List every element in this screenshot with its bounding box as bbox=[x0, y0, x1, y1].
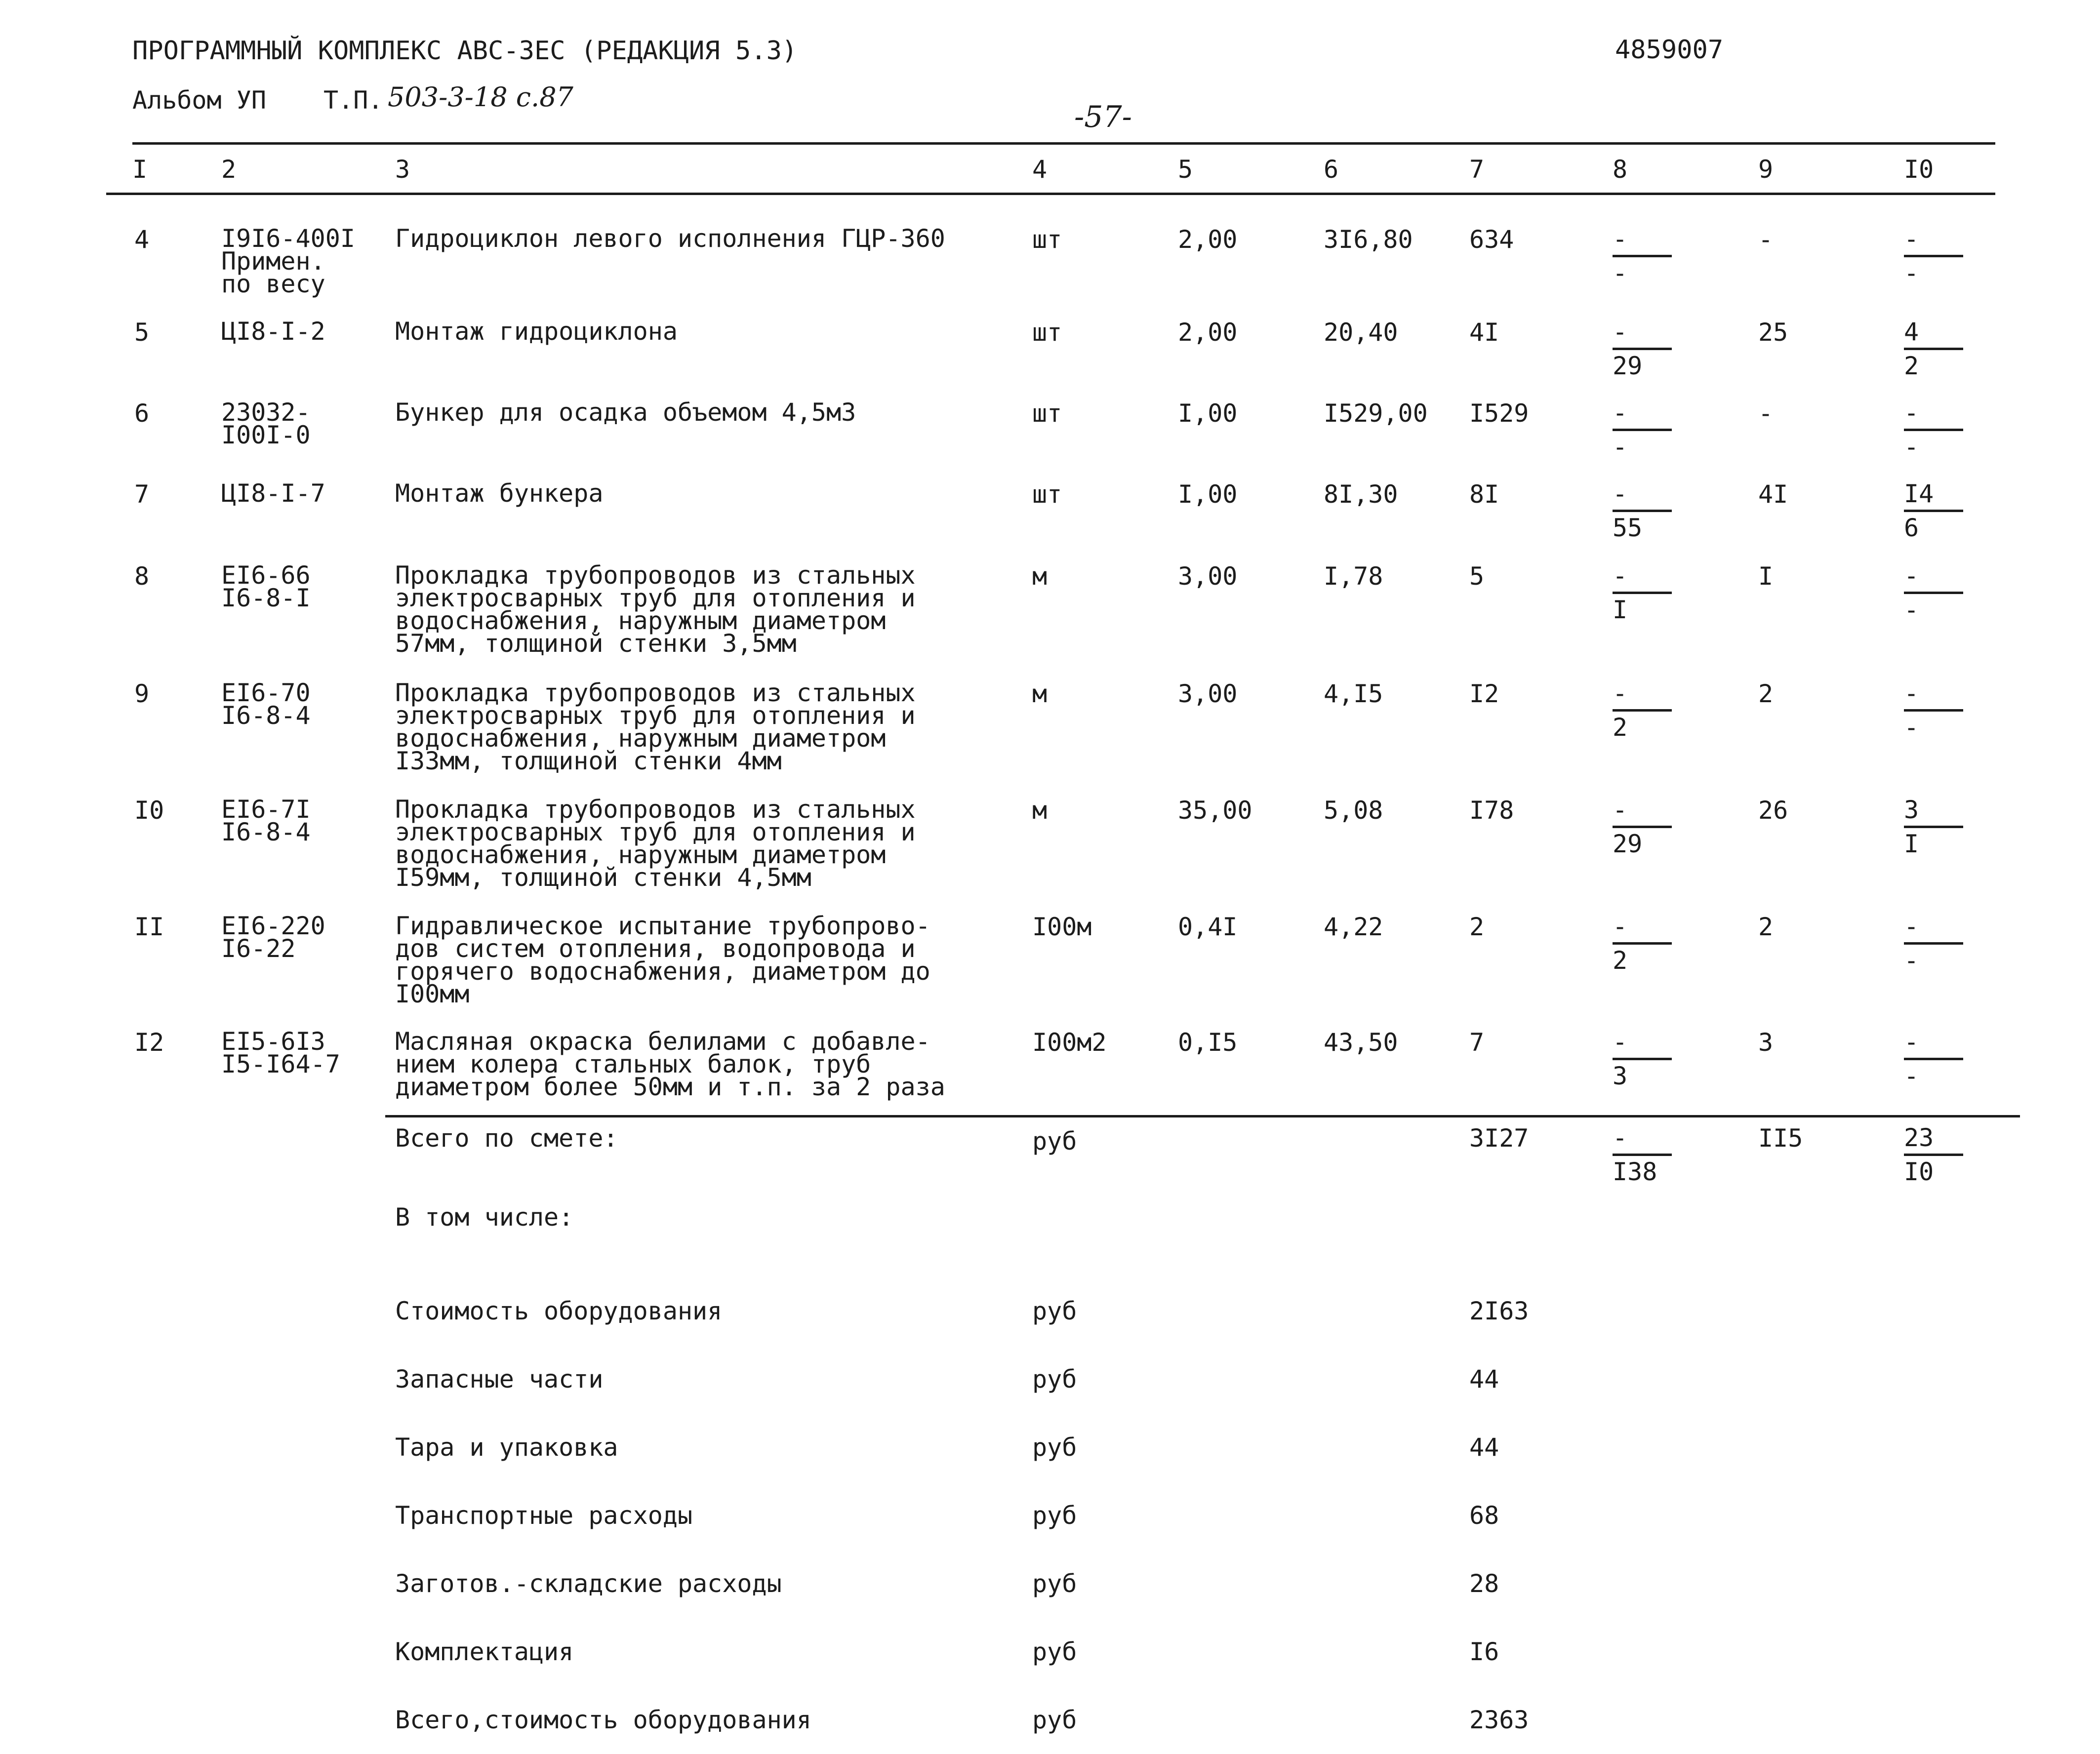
row-price: I529,00 bbox=[1324, 399, 1428, 428]
row-number: 9 bbox=[134, 679, 150, 708]
row-price: 4,22 bbox=[1324, 913, 1383, 941]
list-item-unit: руб bbox=[1032, 1365, 1077, 1394]
row-unit: шт bbox=[1032, 480, 1062, 509]
row-total: 7 bbox=[1469, 1028, 1485, 1057]
row-number: 8 bbox=[134, 562, 150, 591]
list-item-unit: руб bbox=[1032, 1637, 1077, 1666]
row-price: 43,50 bbox=[1324, 1028, 1398, 1057]
totals-col9: II5 bbox=[1758, 1124, 1803, 1153]
row-description: Масляная окраска белилами с добавле- нием колера стальных балок, труб диаметром более 50мм и т.п. за 2 раза bbox=[395, 1027, 945, 1101]
col-header-6: 6 bbox=[1324, 155, 1339, 184]
row-qty: 3,00 bbox=[1178, 562, 1238, 591]
row-col9: - bbox=[1758, 225, 1774, 254]
row-description: Гидроциклон левого исполнения ГЦР-360 bbox=[395, 224, 945, 253]
album-label: Альбом УП bbox=[132, 86, 266, 115]
row-number: I0 bbox=[134, 796, 164, 825]
row-unit: шт bbox=[1032, 399, 1062, 428]
row-total: 634 bbox=[1469, 225, 1514, 254]
list-item: Транспортные расходы bbox=[395, 1501, 693, 1530]
row-code: I9I6-400I Примен. по весу bbox=[221, 224, 355, 298]
including-label: В том числе: bbox=[395, 1203, 574, 1232]
row-price: I,78 bbox=[1324, 562, 1383, 591]
row-col10-fraction: - - bbox=[1904, 560, 1968, 626]
list-item-value: 28 bbox=[1469, 1569, 1499, 1598]
program-title: ПРОГРАММНЫЙ КОМПЛЕКС АВС-3ЕС (РЕДАКЦИЯ 5.3) bbox=[132, 36, 798, 66]
row-number: I2 bbox=[134, 1028, 164, 1057]
list-item: Стоимость оборудования bbox=[395, 1297, 723, 1325]
row-col10-fraction: - - bbox=[1904, 911, 1968, 976]
row-col9: 2 bbox=[1758, 679, 1774, 708]
row-unit: I00м bbox=[1032, 913, 1092, 941]
list-item-value: I6 bbox=[1469, 1637, 1499, 1666]
row-col8-fraction: - 2 bbox=[1613, 678, 1677, 743]
row-code: 23032- I00I-0 bbox=[221, 398, 311, 449]
list-item-value: 2I63 bbox=[1469, 1297, 1529, 1325]
row-description: Прокладка трубопроводов из стальных электросварных труб для отопления и водоснабжения, наружным диаметром I59мм, толщиной стенки 4,5мм bbox=[395, 795, 916, 892]
row-total: 8I bbox=[1469, 480, 1499, 509]
totals-rule bbox=[385, 1115, 2020, 1117]
row-price: 8I,30 bbox=[1324, 480, 1398, 509]
row-description: Монтаж бункера bbox=[395, 479, 604, 508]
row-col8-fraction: - 3 bbox=[1613, 1026, 1677, 1092]
col-header-8: 8 bbox=[1613, 155, 1628, 184]
col-header-3: 3 bbox=[395, 155, 410, 184]
row-col9: 26 bbox=[1758, 796, 1788, 825]
row-col9: 4I bbox=[1758, 480, 1788, 509]
row-col9: 2 bbox=[1758, 913, 1774, 941]
tp-label: Т.П. bbox=[323, 86, 383, 115]
list-item-value: 44 bbox=[1469, 1365, 1499, 1394]
col-header-9: 9 bbox=[1758, 155, 1774, 184]
row-col10-fraction: 3 I bbox=[1904, 794, 1968, 860]
list-item: Запасные части bbox=[395, 1365, 604, 1394]
row-unit: шт bbox=[1032, 225, 1062, 254]
list-item-unit: руб bbox=[1032, 1569, 1077, 1598]
row-price: 20,40 bbox=[1324, 318, 1398, 347]
row-number: 5 bbox=[134, 318, 150, 347]
row-unit: м bbox=[1032, 562, 1048, 591]
row-unit: м bbox=[1032, 679, 1048, 708]
row-col9: I bbox=[1758, 562, 1774, 591]
row-col9: - bbox=[1758, 399, 1774, 428]
row-col10-fraction: - - bbox=[1904, 397, 1968, 463]
row-total: I529 bbox=[1469, 399, 1529, 428]
row-total: I78 bbox=[1469, 796, 1514, 825]
row-qty: 0,I5 bbox=[1178, 1028, 1238, 1057]
list-item: Всего,стоимость оборудования bbox=[395, 1706, 811, 1734]
row-code: EI6-66 I6-8-I bbox=[221, 561, 311, 612]
list-item-value: 44 bbox=[1469, 1433, 1499, 1462]
col-header-5: 5 bbox=[1178, 155, 1193, 184]
including-units bbox=[1032, 1254, 1077, 1754]
row-description: Бункер для осадка объемом 4,5м3 bbox=[395, 398, 856, 427]
table-header-rule bbox=[106, 193, 1995, 195]
list-item-unit: руб bbox=[1032, 1297, 1077, 1325]
row-price: 5,08 bbox=[1324, 796, 1383, 825]
col-header-1: I bbox=[132, 155, 148, 184]
row-qty: 2,00 bbox=[1178, 225, 1238, 254]
row-col9: 25 bbox=[1758, 318, 1788, 347]
row-col8-fraction: - - bbox=[1613, 223, 1677, 289]
row-col8-fraction: - I bbox=[1613, 560, 1677, 626]
totals-col10-fraction: 23 I0 bbox=[1904, 1122, 1968, 1188]
list-item: Тара и упаковка bbox=[395, 1433, 618, 1462]
totals-unit: руб bbox=[1032, 1127, 1077, 1156]
including-labels bbox=[395, 1254, 811, 1754]
list-item: Заготов.-складские расходы bbox=[395, 1569, 782, 1598]
row-code: EI6-7I I6-8-4 bbox=[221, 795, 311, 846]
row-col10-fraction: - - bbox=[1904, 223, 1968, 289]
row-col8-fraction: - 55 bbox=[1613, 478, 1677, 544]
col-header-2: 2 bbox=[221, 155, 237, 184]
document-number: 4859007 bbox=[1615, 35, 1724, 65]
totals-total: 3I27 bbox=[1469, 1124, 1529, 1153]
row-qty: 3,00 bbox=[1178, 679, 1238, 708]
list-item-value: 2363 bbox=[1469, 1706, 1529, 1734]
including-values bbox=[1469, 1254, 1529, 1754]
row-code: ЦI8-I-2 bbox=[221, 317, 325, 346]
row-description: Монтаж гидроциклона bbox=[395, 317, 678, 346]
table-top-rule bbox=[132, 142, 1995, 145]
row-code: EI6-70 I6-8-4 bbox=[221, 678, 311, 730]
row-col8-fraction: - 29 bbox=[1613, 794, 1677, 860]
row-col8-fraction: - - bbox=[1613, 397, 1677, 463]
row-qty: I,00 bbox=[1178, 480, 1238, 509]
row-col9: 3 bbox=[1758, 1028, 1774, 1057]
row-col8-fraction: - 29 bbox=[1613, 316, 1677, 382]
list-item-value: 68 bbox=[1469, 1501, 1499, 1530]
row-code: ЦI8-I-7 bbox=[221, 479, 325, 508]
row-col10-fraction: 4 2 bbox=[1904, 316, 1968, 382]
row-col10-fraction: I4 6 bbox=[1904, 478, 1968, 544]
row-number: 4 bbox=[134, 225, 150, 254]
page-number: -57- bbox=[1074, 100, 1132, 134]
row-qty: 0,4I bbox=[1178, 913, 1238, 941]
col-header-4: 4 bbox=[1032, 155, 1048, 184]
totals-label: Всего по смете: bbox=[395, 1124, 618, 1153]
row-unit: м bbox=[1032, 796, 1048, 825]
row-unit: шт bbox=[1032, 318, 1062, 347]
row-total: 5 bbox=[1469, 562, 1485, 591]
row-code: EI5-6I3 I5-I64-7 bbox=[221, 1027, 340, 1078]
list-item-unit: руб bbox=[1032, 1433, 1077, 1462]
row-col8-fraction: - 2 bbox=[1613, 911, 1677, 976]
row-total: 4I bbox=[1469, 318, 1499, 347]
list-item: Комплектация bbox=[395, 1637, 574, 1666]
row-qty: 35,00 bbox=[1178, 796, 1252, 825]
col-header-7: 7 bbox=[1469, 155, 1485, 184]
list-item-unit: руб bbox=[1032, 1706, 1077, 1734]
row-description: Прокладка трубопроводов из стальных электросварных труб для отопления и водоснабжения, наружным диаметром I33мм, толщиной стенки 4мм bbox=[395, 678, 916, 775]
list-item-unit: руб bbox=[1032, 1501, 1077, 1530]
row-number: II bbox=[134, 913, 164, 941]
row-total: I2 bbox=[1469, 679, 1499, 708]
row-description: Прокладка трубопроводов из стальных электросварных труб для отопления и водоснабжения, наружным диаметром 57мм, толщиной стенки 3,5мм bbox=[395, 561, 916, 658]
row-col10-fraction: - - bbox=[1904, 678, 1968, 743]
totals-col8-fraction: - I38 bbox=[1613, 1122, 1677, 1188]
row-qty: 2,00 bbox=[1178, 318, 1238, 347]
col-header-10: I0 bbox=[1904, 155, 1934, 184]
row-number: 6 bbox=[134, 399, 150, 428]
row-total: 2 bbox=[1469, 913, 1485, 941]
row-code: EI6-220 I6-22 bbox=[221, 912, 325, 963]
row-price: 3I6,80 bbox=[1324, 225, 1413, 254]
row-price: 4,I5 bbox=[1324, 679, 1383, 708]
row-description: Гидравлическое испытание трубопрово- дов систем отопления, водопровода и горячего водоснабжения, диаметром до I00мм bbox=[395, 912, 930, 1008]
row-number: 7 bbox=[134, 480, 150, 509]
row-col10-fraction: - - bbox=[1904, 1026, 1968, 1092]
row-unit: I00м2 bbox=[1032, 1028, 1107, 1057]
tp-value: 503-3-18 с.87 bbox=[388, 81, 573, 113]
row-qty: I,00 bbox=[1178, 399, 1238, 428]
